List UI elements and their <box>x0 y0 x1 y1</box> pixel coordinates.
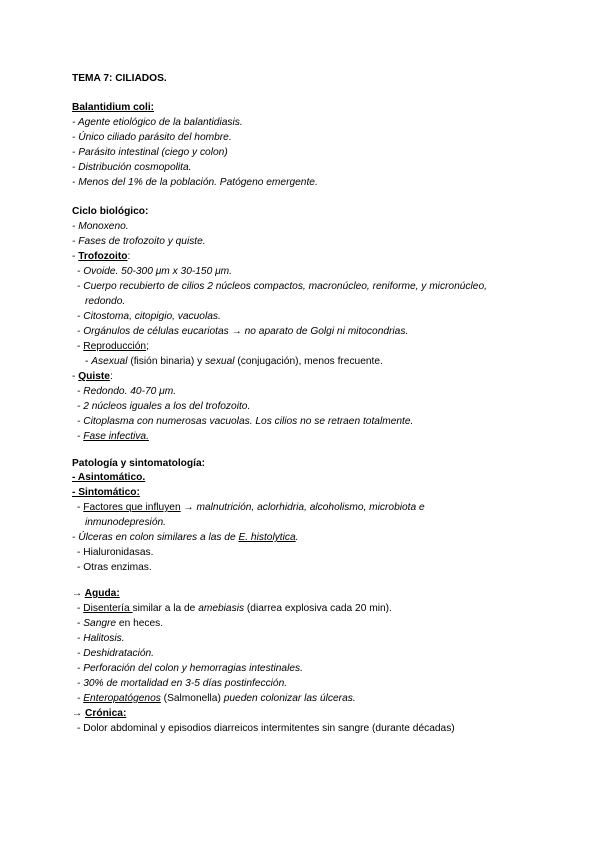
aguda-item: - Deshidratación. <box>77 648 155 659</box>
enteropatogenos-line: - Enteropatógenos (Salmonella) pueden colonizar las úlceras. <box>77 693 356 704</box>
balantidium-heading: Balantidium coli: <box>72 102 155 113</box>
trofozoito-item-cont: redondo. <box>85 296 126 307</box>
aguda-item: - Halitosis. <box>77 633 125 644</box>
factores-line: - Factores que influyen → malnutrición, aclorhidria, alcoholismo, microbiota e <box>77 502 425 513</box>
reproduccion-line: - Reproducción; <box>77 341 149 352</box>
enzyme-item: - Otras enzimas. <box>77 562 152 573</box>
ciclo-heading: Ciclo biológico: <box>72 206 149 217</box>
balantidium-item: - Distribución cosmopolita. <box>72 162 192 173</box>
quiste-item: - 2 núcleos iguales a los del trofozoito. <box>77 401 251 412</box>
balantidium-item: - Único ciliado parásito del hombre. <box>72 132 232 143</box>
quiste-fase: - Fase infectiva. <box>77 431 149 442</box>
cronica-item: - Dolor abdominal y episodios diarreicos intermitentes sin sangre (durante décadas) <box>77 723 455 734</box>
factores-cont: inmunodepresión. <box>85 517 166 528</box>
sangre-line: - Sangre en heces. <box>77 618 164 629</box>
trofozoito-item: - Citostoma, citopigio, vacuolas. <box>77 311 221 322</box>
ciclo-item: - Monoxeno. <box>72 221 129 232</box>
sintomatico: - Sintomático: <box>72 487 140 498</box>
aguda-heading-line: → Aguda: <box>72 588 120 599</box>
page-title: TEMA 7: CILIADOS. <box>72 73 167 84</box>
cronica-heading-line: → Crónica: <box>72 708 127 719</box>
trofozoito-label: Trofozoito <box>78 251 128 262</box>
balantidium-item: - Menos del 1% de la población. Patógeno emergente. <box>72 177 318 188</box>
aguda-item: - 30% de mortalidad en 3-5 días postinfección. <box>77 678 288 689</box>
trofozoito-item: - Orgánulos de células eucariotas → no aparato de Golgi ni mitocondrias. <box>77 326 409 337</box>
asintomatico: - Asintomático. <box>72 472 146 483</box>
quiste-item: - Redondo. 40-70 μm. <box>77 386 177 397</box>
quiste-item: - Citoplasma con numerosas vacuolas. Los cilios no se retraen totalmente. <box>77 416 414 427</box>
aguda-item: - Perforación del colon y hemorragias intestinales. <box>77 663 303 674</box>
trofozoito-item: - Ovoide. 50-300 μm x 30-150 μm. <box>77 266 232 277</box>
disenteria-line: - Disentería similar a la de amebiasis (diarrea explosiva cada 20 min). <box>77 603 392 614</box>
aguda-heading: Aguda: <box>84 588 120 599</box>
enzyme-item: - Hialuronidasas. <box>77 547 154 558</box>
quiste-label: Quiste <box>78 371 110 382</box>
cronica-heading: Crónica: <box>85 708 127 719</box>
ciclo-item: - Fases de trofozoito y quiste. <box>72 236 206 247</box>
balantidium-item: - Agente etiológico de la balantidiasis. <box>72 117 243 128</box>
patologia-heading: Patología y sintomatología: <box>72 458 206 469</box>
reproduccion-detail: - Asexual (fisión binaria) y sexual (conjugación), menos frecuente. <box>85 356 383 367</box>
quiste-line: - Quiste: <box>72 371 113 382</box>
species-name: E. histolytica <box>238 532 296 543</box>
balantidium-item: - Parásito intestinal (ciego y colon) <box>72 147 228 158</box>
ulceras-line: - Úlceras en colon similares a las de E. histolytica. <box>72 532 299 543</box>
trofozoito-item: - Cuerpo recubierto de cilios 2 núcleos compactos, macronúcleo, reniforme, y micronúcleo, <box>77 281 487 292</box>
reproduccion-label: Reproducción <box>83 341 147 352</box>
trofozoito-line: - Trofozoito: <box>72 251 131 262</box>
